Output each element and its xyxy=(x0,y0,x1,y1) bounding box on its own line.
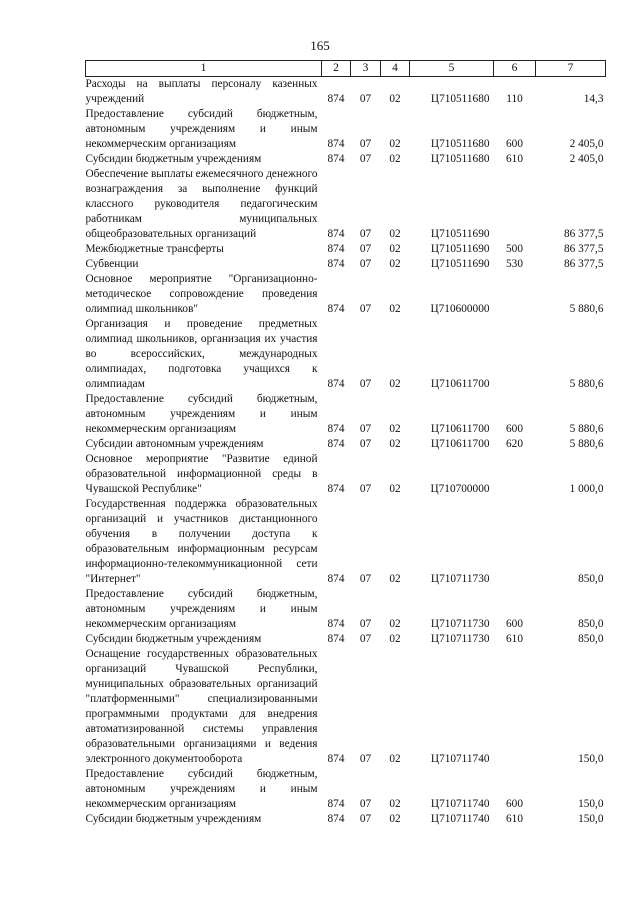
table-row xyxy=(86,767,606,812)
row-target-article: Ц710511690 xyxy=(430,228,490,240)
row-ministry-code: 874 xyxy=(327,813,345,825)
row-name: Обеспечение выплаты ежемесячного денежного вознаграждения за выполнение функций классного руководителя педагогическим работникам муниципальных общеобразовательных организаций xyxy=(85,168,318,240)
row-section: 07 xyxy=(359,633,372,645)
row-section: 07 xyxy=(359,753,372,765)
table-row xyxy=(86,77,606,108)
row-amount: 5 880,6 xyxy=(569,378,604,390)
row-subsection: 02 xyxy=(389,438,401,450)
row-target-article: Ц710511690 xyxy=(430,243,490,255)
row-expense-type xyxy=(494,317,536,392)
row-name: Расходы на выплаты персоналу казенных учреждений xyxy=(85,78,318,105)
table-row xyxy=(86,152,606,167)
row-expense-type: 600 xyxy=(506,618,523,630)
row-name: Оснащение государственных образовательных организаций Чувашской Республики, муниципальных образовательных организаций "платформенными" специализированными программными продуктами для внедрения автоматизированной системы управления образовательными организациями и ведения электронного документооборота xyxy=(85,648,318,765)
row-amount: 86 377,5 xyxy=(563,243,604,255)
table-row xyxy=(86,167,606,242)
row-amount: 150,0 xyxy=(578,753,604,765)
row-subsection: 02 xyxy=(389,93,401,105)
table-row xyxy=(86,242,606,257)
row-target-article: Ц710511690 xyxy=(430,258,490,270)
row-ministry-code: 874 xyxy=(327,483,345,495)
row-subsection: 02 xyxy=(389,378,401,390)
header-col-4: 4 xyxy=(381,61,410,77)
row-expense-type xyxy=(494,167,536,242)
row-amount: 2 405,0 xyxy=(569,153,604,165)
row-expense-type xyxy=(494,647,536,767)
row-section: 07 xyxy=(359,423,372,435)
row-section: 07 xyxy=(359,798,372,810)
row-name: Субсидии бюджетным учреждениям xyxy=(85,633,262,645)
row-ministry-code: 874 xyxy=(327,438,345,450)
row-name: Государственная поддержка образовательных организаций и участников дистанционного обучения в получении доступа к образовательным информационным ресурсам информационно-телекоммуникационной сети "Интернет" xyxy=(85,498,318,585)
row-subsection: 02 xyxy=(389,618,401,630)
row-section: 07 xyxy=(359,303,372,315)
row-target-article: Ц710711730 xyxy=(430,618,490,630)
row-subsection: 02 xyxy=(389,633,401,645)
row-name: Основное мероприятие "Развитие единой образовательной информационной среды в Чувашской Республике" xyxy=(85,453,318,495)
row-ministry-code: 874 xyxy=(327,258,345,270)
table-row xyxy=(86,587,606,632)
table-row xyxy=(86,452,606,497)
row-subsection: 02 xyxy=(389,483,401,495)
row-amount: 850,0 xyxy=(578,618,604,630)
budget-table xyxy=(85,60,606,827)
table-row xyxy=(86,392,606,437)
row-subsection: 02 xyxy=(389,753,401,765)
row-ministry-code: 874 xyxy=(327,138,345,150)
row-expense-type: 610 xyxy=(506,153,523,165)
row-expense-type: 600 xyxy=(506,423,523,435)
row-ministry-code: 874 xyxy=(327,228,345,240)
row-subsection: 02 xyxy=(389,243,401,255)
table-row xyxy=(86,632,606,647)
row-subsection: 02 xyxy=(389,423,401,435)
header-col-2: 2 xyxy=(322,61,351,77)
row-expense-type: 110 xyxy=(506,93,523,105)
row-ministry-code: 874 xyxy=(327,243,345,255)
row-amount: 14,3 xyxy=(583,93,604,105)
row-target-article: Ц710600000 xyxy=(430,303,490,315)
row-name: Предоставление субсидий бюджетным, автономным учреждениям и иным некоммерческим организациям xyxy=(85,393,318,435)
row-target-article: Ц710711740 xyxy=(430,798,490,810)
row-target-article: Ц710700000 xyxy=(430,483,490,495)
row-section: 07 xyxy=(359,243,372,255)
row-section: 07 xyxy=(359,438,372,450)
header-col-5: 5 xyxy=(410,61,494,77)
row-expense-type: 600 xyxy=(506,138,523,150)
row-subsection: 02 xyxy=(389,228,401,240)
table-row xyxy=(86,812,606,827)
header-col-1: 1 xyxy=(86,61,322,77)
row-amount: 5 880,6 xyxy=(569,438,604,450)
row-expense-type xyxy=(494,497,536,587)
row-target-article: Ц710611700 xyxy=(430,378,490,390)
row-amount: 150,0 xyxy=(578,813,604,825)
row-expense-type xyxy=(494,452,536,497)
row-section: 07 xyxy=(359,378,372,390)
row-expense-type: 610 xyxy=(506,633,523,645)
header-col-3: 3 xyxy=(351,61,381,77)
row-target-article: Ц710611700 xyxy=(430,423,490,435)
row-subsection: 02 xyxy=(389,153,401,165)
row-target-article: Ц710711730 xyxy=(430,573,490,585)
row-amount: 86 377,5 xyxy=(563,258,604,270)
row-amount: 86 377,5 xyxy=(563,228,604,240)
row-section: 07 xyxy=(359,483,372,495)
row-name: Основное мероприятие "Организационно-методическое сопровождение проведения олимпиад школьников" xyxy=(85,273,318,315)
row-amount: 5 880,6 xyxy=(569,423,604,435)
table-row xyxy=(86,272,606,317)
row-expense-type: 530 xyxy=(506,258,523,270)
row-ministry-code: 874 xyxy=(327,798,345,810)
row-section: 07 xyxy=(359,813,372,825)
row-section: 07 xyxy=(359,153,372,165)
row-amount: 850,0 xyxy=(578,573,604,585)
row-name: Субсидии бюджетным учреждениям xyxy=(85,813,262,825)
row-ministry-code: 874 xyxy=(327,93,345,105)
row-ministry-code: 874 xyxy=(327,753,345,765)
row-ministry-code: 874 xyxy=(327,378,345,390)
row-amount: 150,0 xyxy=(578,798,604,810)
row-ministry-code: 874 xyxy=(327,573,345,585)
row-subsection: 02 xyxy=(389,573,401,585)
header-col-6: 6 xyxy=(494,61,536,77)
row-expense-type: 610 xyxy=(506,813,523,825)
row-ministry-code: 874 xyxy=(327,618,345,630)
row-target-article: Ц710611700 xyxy=(430,438,490,450)
row-expense-type: 600 xyxy=(506,798,523,810)
row-name: Предоставление субсидий бюджетным, автономным учреждениям и иным некоммерческим организациям xyxy=(85,108,318,150)
row-amount: 2 405,0 xyxy=(569,138,604,150)
row-name: Предоставление субсидий бюджетным, автономным учреждениям и иным некоммерческим организациям xyxy=(85,768,318,810)
row-section: 07 xyxy=(359,93,372,105)
row-name: Межбюджетные трансферты xyxy=(85,243,224,255)
table-row xyxy=(86,437,606,452)
header-row xyxy=(86,61,606,77)
row-target-article: Ц710711740 xyxy=(430,753,490,765)
row-subsection: 02 xyxy=(389,303,401,315)
row-expense-type xyxy=(494,272,536,317)
row-name: Организация и проведение предметных олимпиад школьников, организация их участия во всероссийских, международных олимпиадах, подготовка учащихся к олимпиадам xyxy=(85,318,318,390)
table-row xyxy=(86,317,606,392)
table-row xyxy=(86,497,606,587)
header-col-7: 7 xyxy=(536,61,606,77)
row-name: Субсидии автономным учреждениям xyxy=(85,438,264,450)
row-target-article: Ц710511680 xyxy=(430,138,490,150)
row-section: 07 xyxy=(359,618,372,630)
row-target-article: Ц710511680 xyxy=(430,153,490,165)
row-subsection: 02 xyxy=(389,798,401,810)
row-ministry-code: 874 xyxy=(327,153,345,165)
row-section: 07 xyxy=(359,258,372,270)
row-section: 07 xyxy=(359,573,372,585)
row-name: Предоставление субсидий бюджетным, автономным учреждениям и иным некоммерческим организациям xyxy=(85,588,318,630)
row-target-article: Ц710511680 xyxy=(430,93,490,105)
row-ministry-code: 874 xyxy=(327,633,345,645)
row-subsection: 02 xyxy=(389,138,401,150)
row-subsection: 02 xyxy=(389,258,401,270)
row-section: 07 xyxy=(359,228,372,240)
table-body xyxy=(86,77,606,828)
row-section: 07 xyxy=(359,138,372,150)
row-target-article: Ц710711740 xyxy=(430,813,490,825)
table-row xyxy=(86,257,606,272)
row-expense-type: 500 xyxy=(506,243,523,255)
row-subsection: 02 xyxy=(389,813,401,825)
row-ministry-code: 874 xyxy=(327,303,345,315)
row-target-article: Ц710711730 xyxy=(430,633,490,645)
row-ministry-code: 874 xyxy=(327,423,345,435)
table-row xyxy=(86,107,606,152)
row-name: Субсидии бюджетным учреждениям xyxy=(85,153,262,165)
row-amount: 5 880,6 xyxy=(569,303,604,315)
row-expense-type: 620 xyxy=(506,438,523,450)
row-amount: 1 000,0 xyxy=(569,483,604,495)
table-row xyxy=(86,647,606,767)
row-name: Субвенции xyxy=(85,258,139,270)
page-number: 165 xyxy=(310,38,330,53)
row-amount: 850,0 xyxy=(578,633,604,645)
